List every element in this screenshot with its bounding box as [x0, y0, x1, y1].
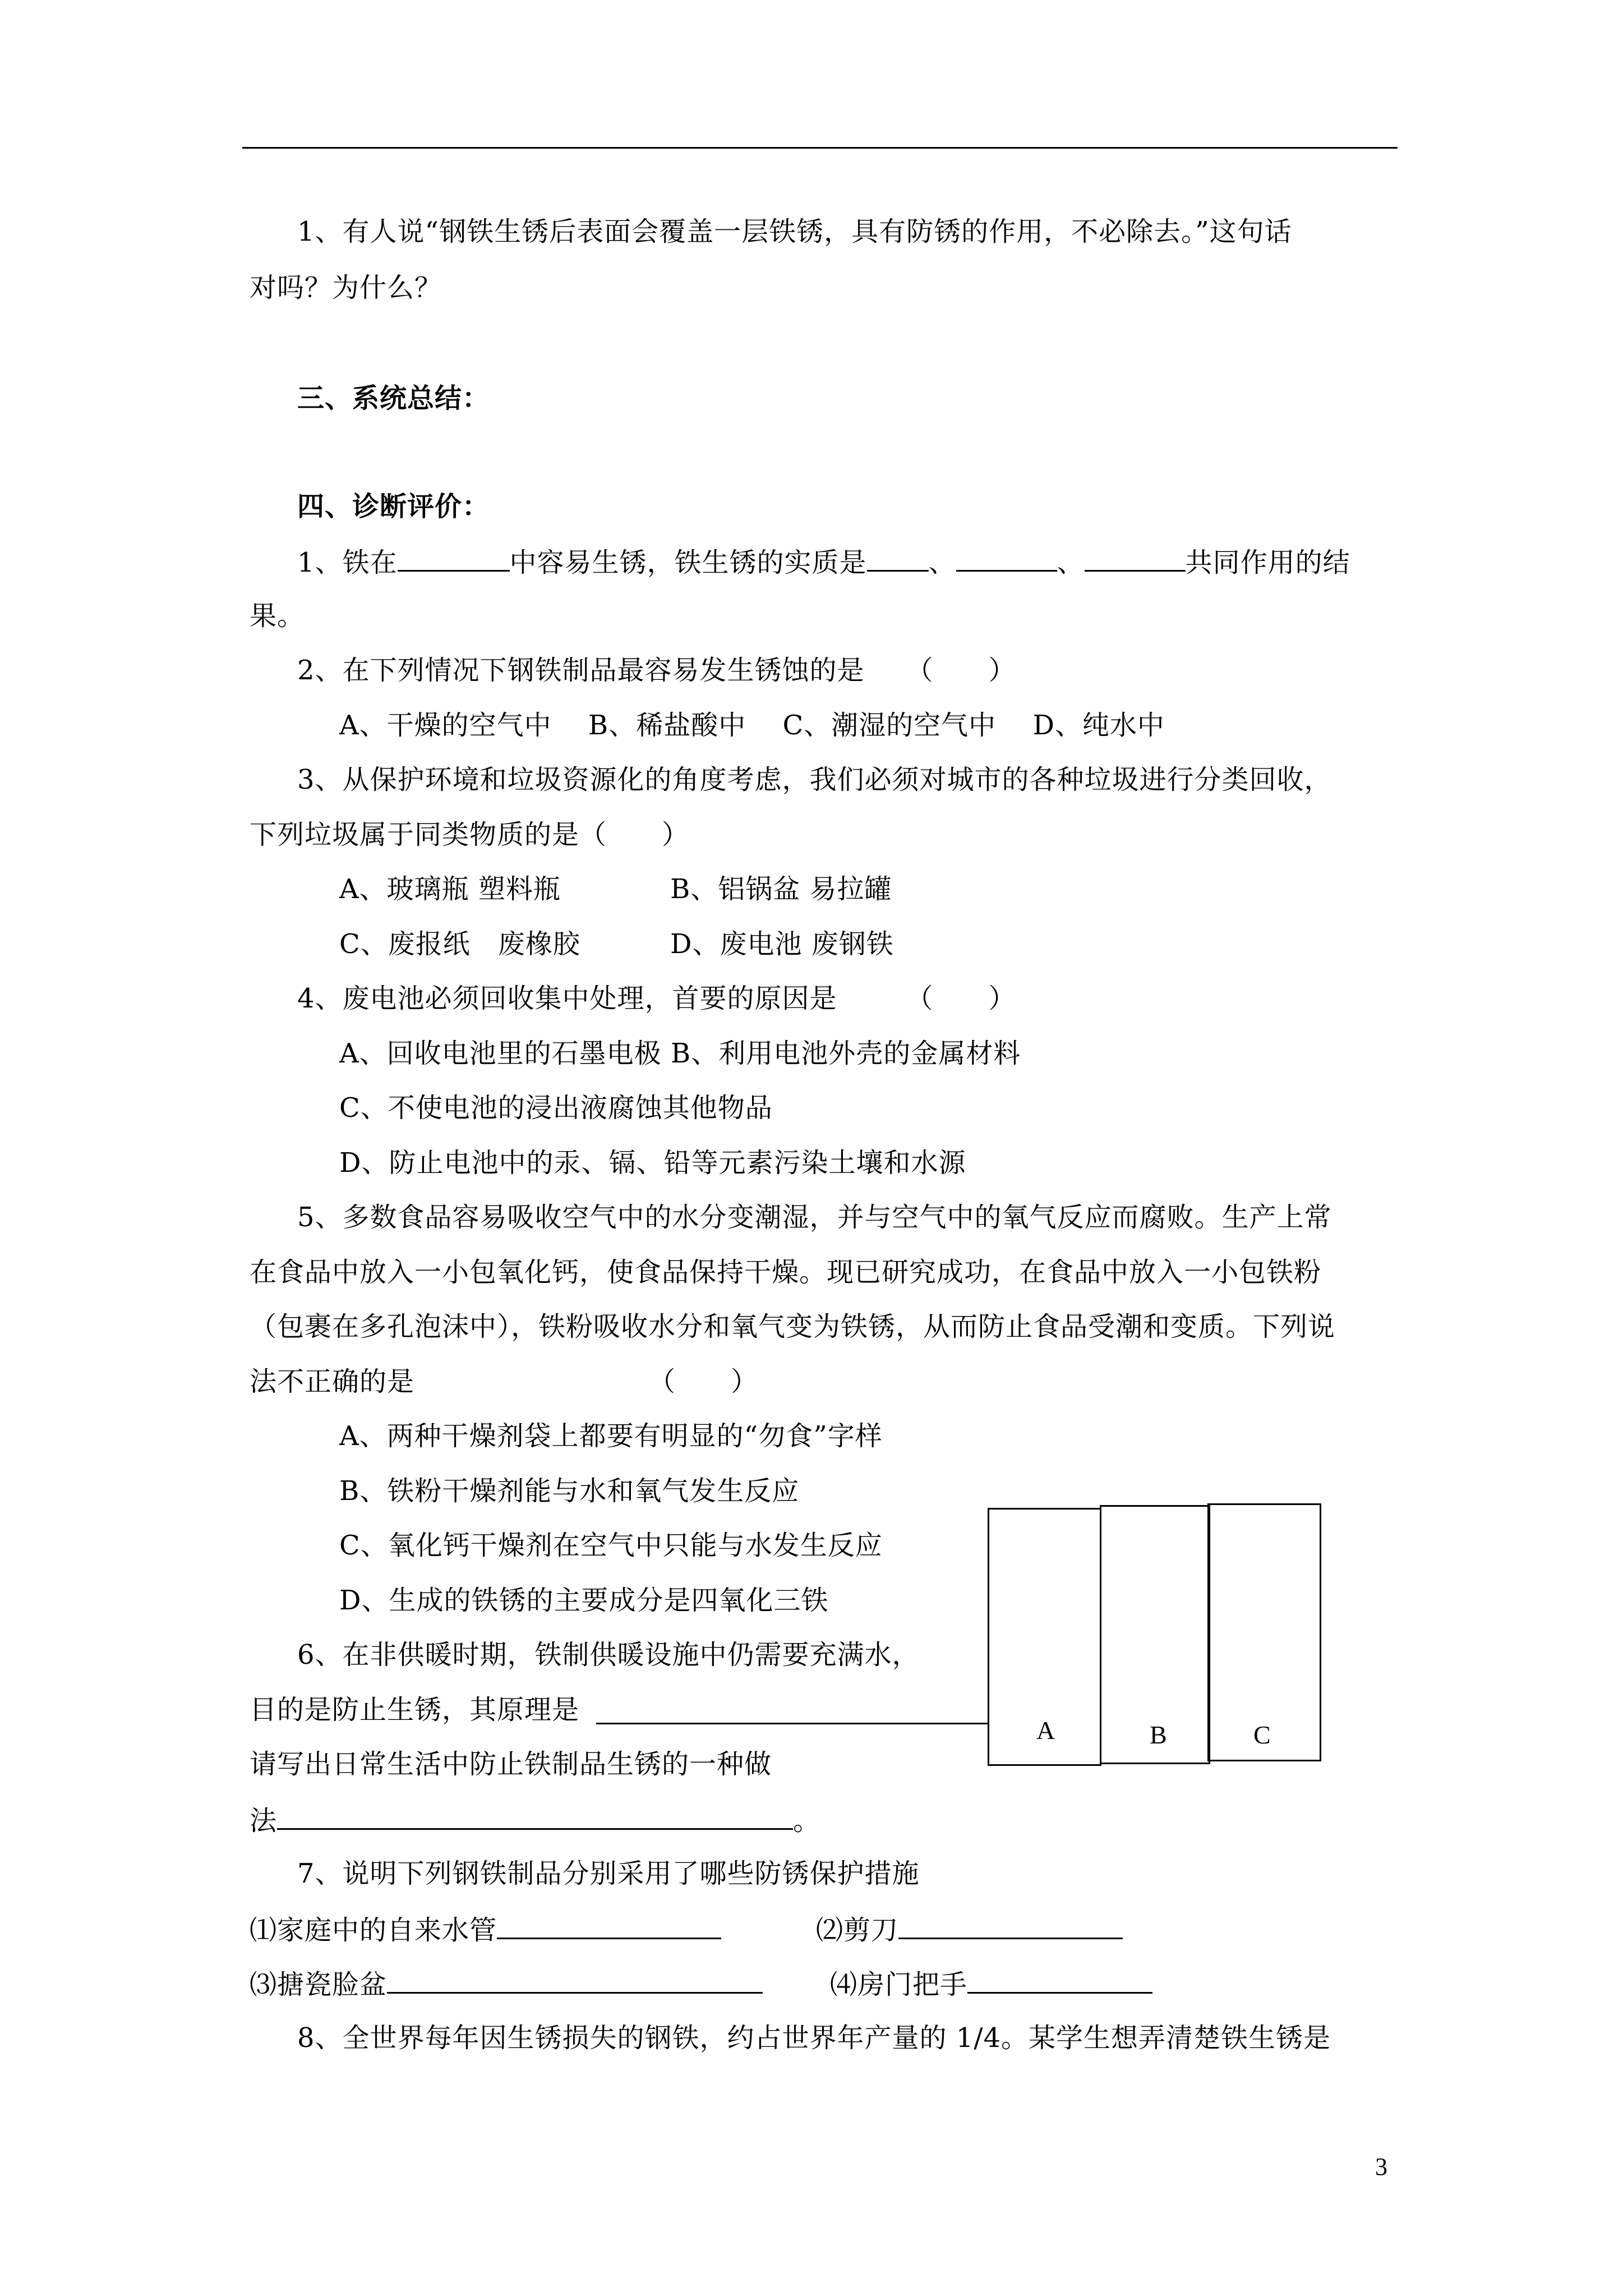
- s4-q7-item2: ⑵剪刀: [816, 1915, 899, 1946]
- answer-blank[interactable]: [967, 1966, 1152, 1994]
- answer-blank[interactable]: [1085, 544, 1186, 572]
- s4-q5-optA: A、两种干燥剂袋上都要有明显的“勿食”字样: [339, 1420, 883, 1452]
- s4-q2-options: A、干燥的空气中 B、稀盐酸中 C、潮湿的空气中 D、纯水中: [339, 710, 1165, 741]
- s4-q7-stem: 7、说明下列钢铁制品分别采用了哪些防锈保护措施: [297, 1858, 920, 1889]
- s4-q7-row2b: [830, 1966, 1152, 2001]
- answer-blank[interactable]: [956, 544, 1057, 572]
- figure-label-b: B: [1150, 1720, 1167, 1749]
- s4-q7-item3: ⑶搪瓷脸盆: [250, 1969, 388, 2000]
- figure-label-c: C: [1253, 1720, 1271, 1749]
- s4-q5-line4: 法不正确的是 （ ）: [250, 1366, 759, 1397]
- answer-blank[interactable]: [277, 1802, 793, 1830]
- s4-q7-row2: [250, 1966, 763, 2001]
- section4-title: 四、诊断评价：: [297, 491, 490, 522]
- s4-q5-optB: B、铁粉干燥剂能与水和氧气发生反应: [339, 1475, 800, 1507]
- header-rule: [242, 147, 1398, 149]
- s4-q3-optC: C、废报纸 废橡胶: [339, 928, 580, 960]
- section3-title: 三、系统总结：: [297, 383, 490, 414]
- s4-q4-optAB: A、回收电池里的石墨电极 B、利用电池外壳的金属材料: [339, 1038, 1021, 1069]
- s4-q1-e: 共同作用的结: [1185, 547, 1350, 578]
- answer-blank[interactable]: [497, 1912, 721, 1939]
- q1-line2: 对吗？为什么？: [250, 272, 442, 303]
- page-number: 3: [1375, 2153, 1387, 2180]
- answer-blank[interactable]: [898, 1912, 1123, 1939]
- s4-q8-line1: 8、全世界每年因生锈损失的钢铁，约占世界年产量的 1/4。某学生想弄清楚铁生锈是: [297, 2022, 1331, 2054]
- s4-q6-line3: 请写出日常生活中防止铁制品生锈的一种做: [250, 1749, 772, 1780]
- answer-blank[interactable]: [398, 544, 510, 572]
- s4-q4-stem: 4、废电池必须回收集中处理，首要的原因是 （ ）: [297, 983, 1016, 1014]
- s4-q2-stem: 2、在下列情况下钢铁制品最容易发生锈蚀的是 （ ）: [297, 655, 1016, 686]
- q1-line1: 1、有人说“钢铁生锈后表面会覆盖一层铁锈，具有防锈的作用，不必除去。”这句话: [297, 216, 1292, 247]
- answer-blank[interactable]: [387, 1966, 763, 1994]
- s4-q5-optD: D、生成的铁锈的主要成分是四氧化三铁: [339, 1585, 829, 1616]
- s4-q1-line1: [297, 544, 1350, 579]
- s4-q7-row1: [250, 1912, 721, 1947]
- s4-q3-line2: 下列垃圾属于同类物质的是（ ）: [250, 819, 690, 850]
- q6-answer-line[interactable]: [596, 1723, 989, 1724]
- s4-q3-optD: D、废电池 废钢铁: [670, 928, 894, 960]
- s4-q5-line2: 在食品中放入一小包氧化钙，使食品保持干燥。现已研究成功，在食品中放入一小包铁粉: [250, 1257, 1322, 1288]
- s4-q4-optD: D、防止电池中的汞、镉、铅等元素污染土壤和水源: [339, 1147, 966, 1179]
- answer-blank[interactable]: [867, 544, 929, 572]
- s4-q1-a: 1、铁在: [297, 547, 398, 578]
- s4-q1-c: 、: [928, 547, 956, 578]
- s4-q1-line2: 果。: [250, 600, 305, 632]
- s4-q3-optA: A、玻璃瓶 塑料瓶: [339, 873, 561, 905]
- s4-q6-line4: [250, 1802, 820, 1838]
- s4-q6-line2: 目的是防止生锈，其原理是: [250, 1694, 580, 1726]
- s4-q7-row1b: [816, 1912, 1123, 1947]
- s4-q1-d: 、: [1057, 547, 1085, 578]
- s4-q7-item1: ⑴家庭中的自来水管: [250, 1915, 497, 1946]
- s4-q6-line1: 6、在非供暖时期，铁制供暖设施中仍需要充满水，: [297, 1639, 920, 1671]
- figure-label-a: A: [1036, 1716, 1055, 1745]
- s4-q6-line4b: 。: [793, 1805, 821, 1837]
- s4-q6-line4a: 法: [250, 1805, 278, 1837]
- s4-q1-b: 中容易生锈，铁生锈的实质是: [509, 547, 867, 578]
- s4-q7-item4: ⑷房门把手: [830, 1969, 968, 2000]
- s4-q5-optC: C、氧化钙干燥剂在空气中只能与水发生反应: [339, 1530, 883, 1561]
- s4-q4-optC: C、不使电池的浸出液腐蚀其他物品: [339, 1092, 773, 1124]
- s4-q3-line1: 3、从保护环境和垃圾资源化的角度考虑，我们必须对城市的各种垃圾进行分类回收，: [297, 764, 1332, 795]
- s4-q5-line3: （包裹在多孔泡沫中），铁粉吸收水分和氧气变为铁锈，从而防止食品受潮和变质。下列说: [250, 1311, 1336, 1342]
- s4-q5-line1: 5、多数食品容易吸收空气中的水分变潮湿，并与空气中的氧气反应而腐败。生产上常: [297, 1202, 1332, 1233]
- s4-q3-optB: B、铝锅盆 易拉罐: [670, 873, 892, 905]
